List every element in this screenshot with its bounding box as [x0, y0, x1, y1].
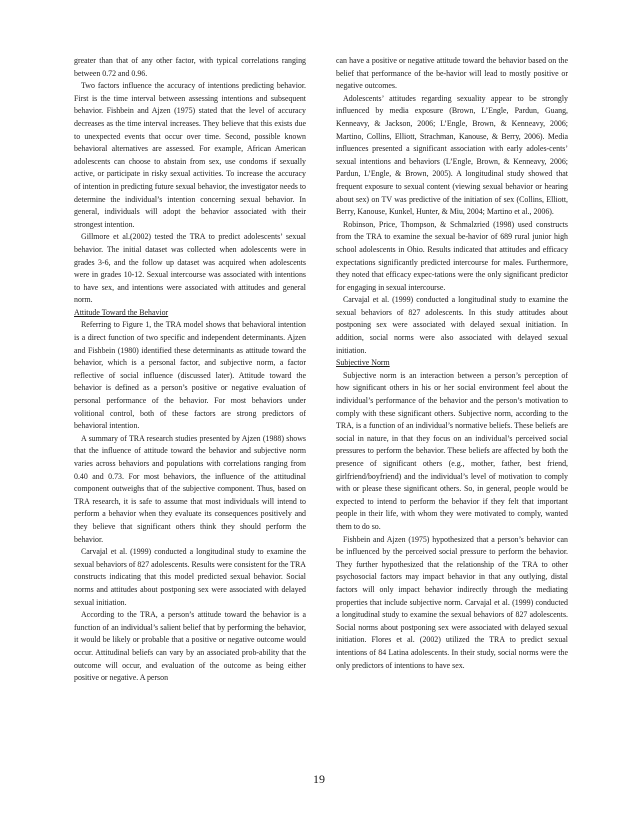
- right-column: [336, 55, 568, 672]
- paragraph: can have a positive or negative attitude toward the behavior based on the belief that performance of the be-havior will lead to mostly positive or negative outcomes.: [336, 56, 568, 91]
- paragraph: Fishbein and Ajzen (1975) hypothesized that a person’s behavior can be influenced by the perceived social pressure to perform the behavior. They further hypothesized that the relationship of the TRA to other psychosocial factors may impact behavior in that any outlying, distal factors will only impact behavior indirectly through the mediating properties that include subjective norm. Carvajal et al. (1999) conducted a longitudinal study to examine the sexual behaviors of 827 adolescents. Social norms about postponing sex were associated with delayed sexual initiation. Flores et al. (2002) utilized the TRA to predict sexual intentions of 84 Latina adolescents. In their study, social norms were the only predictors of intentions to have sex.: [336, 534, 568, 670]
- paragraph: According to the TRA, a person’s attitude toward the behavior is a function of an individual’s salient belief that by performing the behavior, it would be likely or probable that a positive or negative outcome would occur. Attitudinal beliefs can vary by an associated prob-ability that the outcome will occur, and evaluation of the outcome as being either positive or negative. A person: [74, 610, 306, 683]
- paragraph: A summary of TRA research studies presented by Ajzen (1988) shows that the influence of attitude toward the behavior and subjective norm varies across behaviors and populations with correlations ranging from 0.40 and 0.73. For most behaviors, the influence of the attitudinal component outweighs that of the subjective component. Thus, based on TRA research, it is safe to assume that most individuals will intend to perform a behavior when they evaluate its consequences positively and they believe that significant others think they should perform the behavior.: [74, 433, 306, 544]
- paragraph: greater than that of any other factor, with typical correlations ranging between 0.72 and 0.96.: [74, 56, 306, 78]
- paragraph: Two factors influence the accuracy of intentions predicting behavior. First is the time interval between assessing intentions and subsequent behavior. Fishbein and Ajzen (1975) stated that the level of accuracy decreases as the time interval increases. They believe that this exists due to unexpected events that occur over time. Second, possible known behavioral alternatives are assessed. For example, African American adolescents can choose to abstain from sex, use condoms if sexually active, or participate in risky sexual activities. To increase the accuracy of intention in predicting future sexual behavior, the investigator needs to determine the individual’s intention concerning sexual behavior. In general, individuals will adopt the behavior associated with their strongest intention.: [74, 81, 306, 229]
- paragraph: Robinson, Price, Thompson, & Schmalzried (1998) used constructs from the TRA to examine the sexual be-havior of 689 rural junior high school adolescents in Ohio. Results indicated that attitudes and efficacy expectations significantly predicted intercourse for males. Furthermore, they noted that efficacy expec-tations were the only significant predictor for engaging in sexual intercourse.: [336, 219, 568, 292]
- paragraph: Adolescents’ attitudes regarding sexuality appear to be strongly influenced by media exposure (Brown, L’Engle, Pardun, Guang, Kenneavy, & Jackson, 2006; L’Engle, Brown, & Kenneavy, 2006; Martino, Collins, Elliott, Strachman, Kanouse, & Berry, 2006). Media influences presented a significant association with early adoles-cents’ sexual intentions and behaviors (L’Engle, Brown, & Kenneavy, 2006; Pardun, L’Engle, & Brown, 2005). A longitudinal study showed that frequent exposure to sexual content (viewing sexual behavior or hearing about sex) on TV was predictive of the initiation of sex (Collins, Elliott, Berry, Kanouse, Kunkel, Hunter, & Miu, 2004; Martino et al., 2006).: [336, 93, 568, 217]
- page-number: 19: [313, 772, 325, 786]
- paragraph: Carvajal et al. (1999) conducted a longitudinal study to examine the sexual behaviors of 827 adolescents. In this study attitudes about postponing sex were associated with delayed sexual initiation. In addition, social norms were also associated with delayed sexual initiation.: [336, 295, 568, 355]
- paragraph: Subjective norm is an interaction between a person’s perception of how significant others in his or her social environment feel about the individual’s performance of the behavior and the person’s motivation to comply with these significant others. Subjective norm, according to the TRA, is a function of an individual’s normative beliefs. These beliefs are social in nature, in that they focus on an individual’s perceived social pressures to perform the behavior. These beliefs are affected by both the presence of significant others (e.g., mother, father, best friend, girlfriend/boyfriend) and the individual’s level of motivation to comply with or please these significant others. So, in general, people would be expected to intend to perform the behavior if they felt that important people in their life, with whom they were motivated to comply, wanted them to do so.: [336, 370, 568, 531]
- left-column: [74, 55, 306, 685]
- section-heading-attitude: Attitude Toward the Behavior: [74, 307, 169, 317]
- paragraph: Referring to Figure 1, the TRA model shows that behavioral intention is a direct function of two specific and independent determinants. Ajzen and Fishbein (1980) identified these determinants as attitude toward the behavior, which is a personal factor, and subjective norm, a factor reflective of social influence (discussed later). Attitude toward the behavior is defined as a person’s positive or negative evaluation of personal performance of the behavior. For most behaviors under volitional control, both of these factors are strong predictors of behavioral intention.: [74, 320, 306, 431]
- section-heading-subjective-norm: Subjective Norm: [336, 358, 390, 368]
- paragraph: Carvajal et al. (1999) conducted a longitudinal study to examine the sexual behaviors of 827 adolescents. Results were consistent for the TRA constructs indicating that this model predicted sexual behavior. Social norms and attitudes about postponing sex were associated with delayed sexual initiation.: [74, 547, 306, 607]
- paragraph: Gillmore et al.(2002) tested the TRA to predict adolescents’ sexual behavior. The initial dataset was collected when adolescents were in grades 3-6, and the follow up dataset was acquired when adolescents were in grades 10-12. Sexual intercourse was associated with intentions to have sex, and intentions were associated with attitudes and general norm.: [74, 232, 306, 305]
